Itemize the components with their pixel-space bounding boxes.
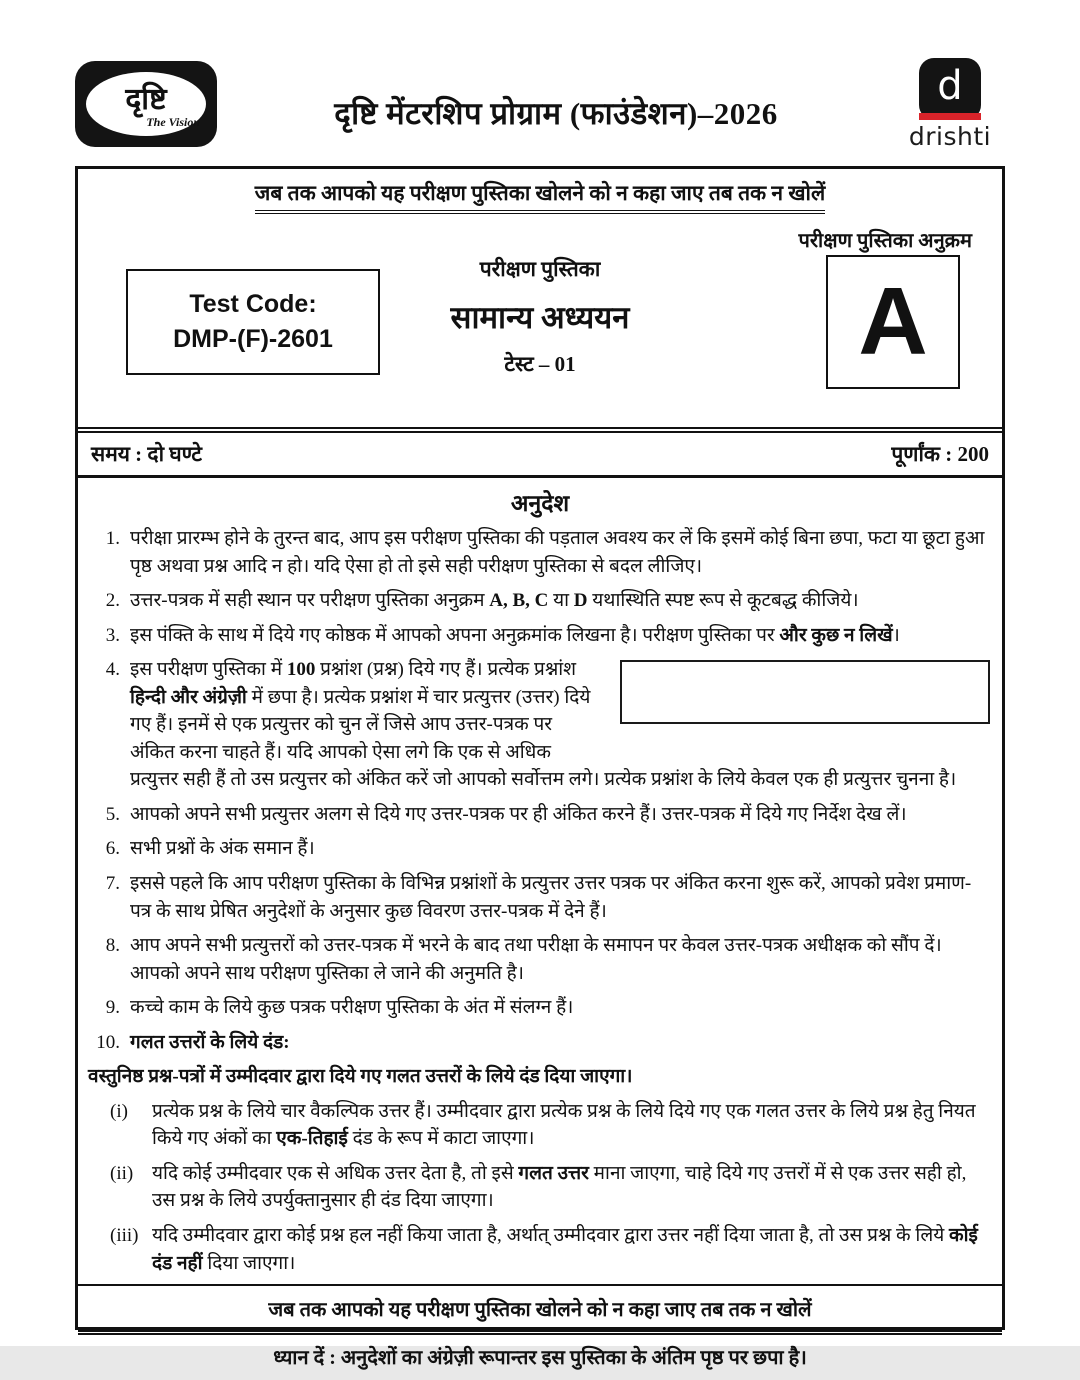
test-code-box	[126, 269, 380, 375]
roll-number-box	[620, 660, 990, 724]
instruction-item	[88, 622, 990, 650]
instruction-item	[88, 835, 990, 863]
instruction-number: 1.	[105, 528, 120, 549]
title-block	[78, 255, 1002, 423]
drishti-app-logo	[895, 58, 1005, 151]
page-header	[75, 50, 1005, 158]
instruction-number: 5.	[105, 803, 120, 825]
booklet-subject: सामान्य अध्ययन	[450, 300, 630, 335]
full-marks: पूर्णांक : 200	[891, 442, 989, 466]
instruction-item	[88, 994, 990, 1022]
penalty-sub-item	[88, 1098, 990, 1153]
instruction-item	[88, 870, 990, 925]
instruction-text: यदि कोई उम्मीदवार एक से अधिक उत्तर देता है, तो इसे गलत उत्तर माना जाएगा, चाहे दिये गए उत्तरों में से एक उत्तर सही हो, उस प्रश्न के लिये उपर्युक्तानुसार ही दंड दिया जाएगा।	[152, 1162, 967, 1212]
instruction-item	[88, 587, 990, 615]
instruction-text: कच्चे काम के लिये कुछ पत्रक परीक्षण पुस्तिका के अंत में संलग्न हैं।	[130, 997, 574, 1019]
instruction-text: इस पंक्ति के साथ में दिये गए कोष्ठक में आपको अपना अनुक्रमांक लिखना है। परीक्षण पुस्तिका पर और कुछ न लिखें।	[130, 624, 900, 646]
instruction-number: 2.	[105, 590, 120, 612]
instruction-text: आप अपने सभी प्रत्युत्तरों को उत्तर-पत्रक में भरने के बाद तथा परीक्षा के समापन पर केवल उत्तर-पत्रक अधीक्षक को सौंप दें। आपको अपने साथ परीक्षण पुस्तिका ले जाने की अनुमति है।	[130, 935, 942, 984]
booklet-series-letter: A	[858, 268, 928, 375]
time-allowed: समय : दो घण्टे	[91, 442, 203, 466]
instruction-text: प्रत्येक प्रश्न के लिये चार वैकल्पिक उत्तर हैं। उम्मीदवार द्वारा प्रत्येक प्रश्न के लिये दिये गए एक गलत उत्तर के लिये प्रश्न हेतु नियत किये गए अंकों का एक-तिहाई दंड के रूप में काटा जाएगा।	[152, 1100, 976, 1150]
do-not-open-banner-top: जब तक आपको यह परीक्षण पुस्तिका खोलने को न कहा जाए तब तक न खोलें	[78, 169, 1002, 218]
instructions-heading: अनुदेश	[510, 491, 570, 516]
instruction-text: सभी प्रश्नों के अंक समान हैं।	[130, 838, 315, 860]
instruction-item	[88, 1029, 990, 1057]
penalty-sub-item	[88, 1160, 990, 1215]
instruction-text: उत्तर-पत्रक में सही स्थान पर परीक्षण पुस्तिका अनुक्रम A, B, C या D यथास्थिति स्पष्ट रूप से कूटबद्ध कीजिये।	[130, 590, 859, 612]
booklet-titles	[368, 255, 712, 378]
vision-logo-subtext: The Vision	[146, 115, 200, 129]
penalty-sub-instructions	[78, 1098, 1002, 1277]
instruction-item	[88, 525, 990, 580]
instruction-item	[88, 801, 990, 829]
drishti-d-icon: d	[919, 58, 981, 120]
instruction-number: 10.	[96, 1031, 120, 1053]
sheet-content	[78, 169, 1002, 1284]
do-not-open-banner-bottom: जब तक आपको यह परीक्षण पुस्तिका खोलने को न कहा जाए तब तक न खोलें	[78, 1284, 1002, 1330]
instruction-number: 3.	[105, 624, 120, 646]
drishti-vision-logo	[75, 61, 217, 147]
penalty-intro: वस्तुनिष्ठ प्रश्न-पत्रों में उम्मीदवार द्वारा दिये गए गलत उत्तरों के लिये दंड दिया जाएगा।	[88, 1066, 633, 1088]
instruction-text: गलत उत्तरों के लिये दंड:	[130, 1031, 290, 1053]
instruction-text: इस परीक्षण पुस्तिका में 100 प्रश्नांश (प्रश्न) दिये गए हैं। प्रत्येक प्रश्नांश हिन्दी और अंग्रेज़ी में छपा है। प्रत्येक प्रश्नांश में चार प्रत्युत्तर (उत्तर) दिये गए हैं। इनमें से एक प्रत्युत्तर को चुन लें जिसे आप उत्तर-पत्रक पर अंकित करना चाहते हैं। यदि आपको ऐसा लगे कि एक से अधिक प्रत्युत्तर सही हैं तो उस प्रत्युत्तर को अंकित करें जो आपको सर्वोत्तम लगे। प्रत्येक प्रश्नांश के लिये केवल एक ही प्रत्युत्तर चुनना है।	[130, 656, 990, 794]
booklet-series-box	[826, 255, 960, 389]
instruction-number: 8.	[105, 935, 120, 957]
instruction-number: 9.	[105, 997, 120, 1019]
time-marks-row	[78, 427, 1002, 478]
booklet-series-label: परीक्षण पुस्तिका अनुक्रम	[798, 230, 972, 252]
drishti-red-strip	[919, 113, 981, 120]
booklet-cover-sheet	[75, 166, 1005, 1370]
vision-logo-ellipse	[86, 72, 206, 136]
instruction-number: (i)	[110, 1100, 128, 1122]
instruction-text: आपको अपने सभी प्रत्युत्तर अलग से दिये गए उत्तर-पत्रक पर ही अंकित करने हैं। उत्तर-पत्रक में दिये गए निर्देश देख लें।	[130, 803, 907, 825]
instruction-text: यदि उम्मीदवार द्वारा कोई प्रश्न हल नहीं किया जाता है, अर्थात् उम्मीदवार द्वारा उत्तर नहीं दिया जाता है, तो उस प्रश्न के लिये कोई दंड नहीं दिया जाएगा।	[152, 1225, 978, 1274]
instruction-item	[88, 932, 990, 987]
booklet-test-number: टेस्ट – 01	[504, 352, 576, 376]
instruction-number: 6.	[105, 838, 120, 860]
booklet-kind: परीक्षण पुस्तिका	[479, 257, 601, 281]
instruction-number: (ii)	[110, 1162, 134, 1184]
instruction-number: 7.	[105, 873, 120, 895]
instruction-text: परीक्षा प्रारम्भ होने के तुरन्त बाद, आप इस परीक्षण पुस्तिका की पड़ताल अवश्य कर लें कि इसमें कोई बिना छपा, फटा या छूटा हुआ पृष्ठ अथवा प्रश्न आदि न हो। यदि ऐसा हो तो इसे सही परीक्षण पुस्तिका से बदल लीजिए।	[130, 528, 985, 577]
page-title: दृष्टि मेंटरशिप प्रोग्राम (फाउंडेशन)–2026	[334, 96, 778, 131]
instruction-number: (iii)	[110, 1225, 139, 1247]
drishti-wordmark: drishti	[908, 121, 992, 151]
test-code-value: DMP-(F)-2601	[173, 325, 333, 353]
instruction-item	[88, 656, 990, 794]
instruction-text: इससे पहले कि आप परीक्षण पुस्तिका के विभिन्न प्रश्नांशों के प्रत्युत्तर उत्तर पत्रक पर अंकित करना शुरू करें, आपको प्रवेश प्रमाण-पत्र के साथ प्रेषित अनुदेशों के अनुसार कुछ विवरण उत्तर-पत्रक में देने हैं।	[130, 873, 972, 922]
instructions-list	[78, 525, 1002, 1056]
vision-logo-text: दृष्टि	[125, 83, 167, 116]
test-code-label: Test Code:	[189, 290, 317, 318]
instruction-number: 4.	[105, 659, 120, 681]
penalty-sub-item	[88, 1222, 990, 1277]
english-version-note: ध्यान दें : अनुदेशों का अंग्रेज़ी रूपान्तर इस पुस्तिका के अंतिम पृष्ठ पर छपा है।	[78, 1330, 1002, 1380]
